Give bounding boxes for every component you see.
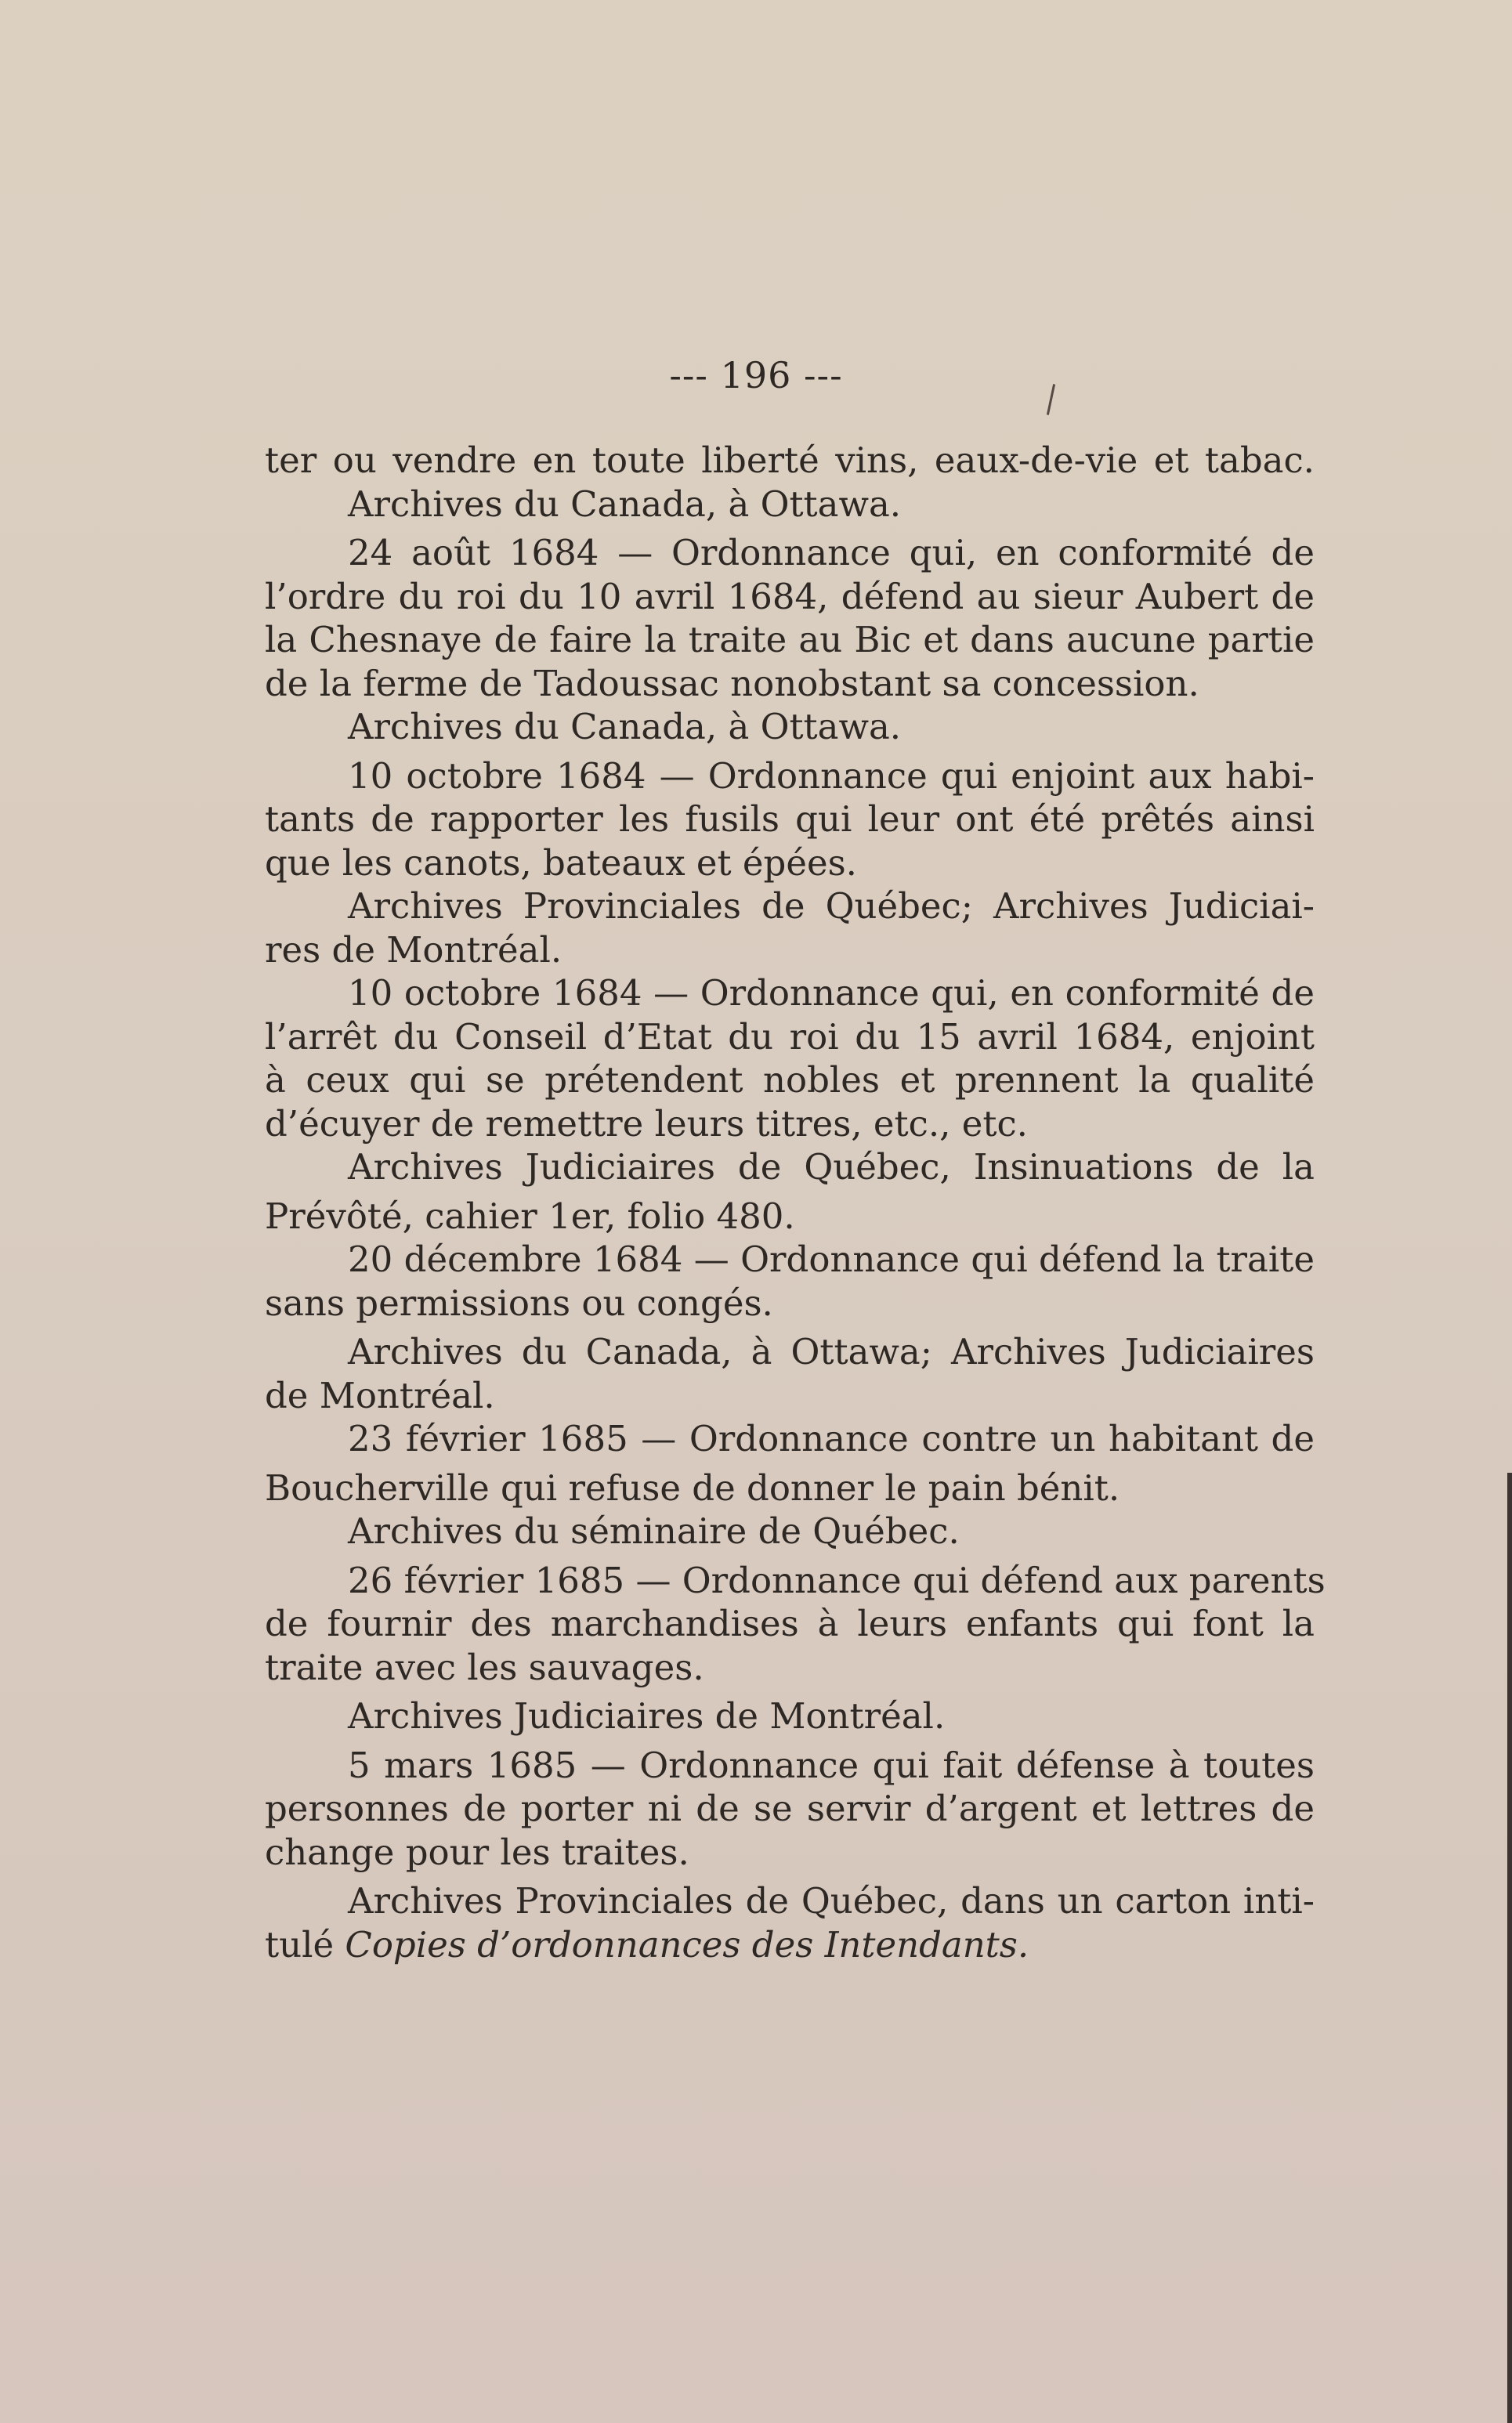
text-line: Prévôté, cahier 1er, folio 480. xyxy=(265,1195,795,1237)
text-line-final xyxy=(265,1923,1315,1967)
text-line: tants de rapporter les fusils qui leur ont été prêtés ainsi xyxy=(265,798,1315,840)
text-line: Archives du séminaire de Québec. xyxy=(348,1510,960,1552)
text-line: Archives Judiciaires de Québec, Insinuations de la xyxy=(348,1146,1315,1188)
text-line: de fournir des marchandises à leurs enfants qui font la xyxy=(265,1603,1315,1644)
final-line-lead: tulé xyxy=(265,1923,345,1966)
text-line: l’ordre du roi du 10 avril 1684, défend au sieur Aubert de xyxy=(265,575,1315,617)
text-line: Boucherville qui refuse de donner le pain bénit. xyxy=(265,1466,1120,1509)
line-gap xyxy=(265,1325,1315,1330)
page-edge-shadow xyxy=(1507,1473,1512,2423)
line-gap xyxy=(265,1189,1315,1195)
line-gap xyxy=(265,1738,1315,1744)
line-gap xyxy=(265,1461,1315,1466)
text-line: 26 février 1685 — Ordonnance qui défend aux parents xyxy=(348,1559,1326,1601)
body-text xyxy=(265,439,1326,1966)
line-gap xyxy=(265,749,1315,754)
text-line: l’arrêt du Conseil d’Etat du roi du 15 avril 1684, enjoint xyxy=(265,1015,1315,1058)
page-number: --- 196 --- xyxy=(669,354,843,396)
final-line-italic-title: Copies d’ordonnances des Intendants. xyxy=(345,1923,1029,1966)
text-line: la Chesnaye de faire la traite au Bic et dans aucune partie xyxy=(265,619,1315,660)
text-line: Archives Judiciaires de Montréal. xyxy=(348,1695,946,1737)
text-line: Archives du Canada, à Ottawa. xyxy=(348,706,902,747)
text-line: change pour les traites. xyxy=(265,1831,689,1873)
text-line: Archives du Canada, à Ottawa; Archives Judiciaires xyxy=(348,1331,1315,1372)
text-line: de la ferme de Tadoussac nonobstant sa concession. xyxy=(265,662,1199,704)
text-line: 24 août 1684 — Ordonnance qui, en conformité de xyxy=(348,532,1315,573)
line-gap xyxy=(265,1689,1315,1694)
text-line: traite avec les sauvages. xyxy=(265,1646,704,1688)
text-line: ter ou vendre en toute liberté vins, eaux-de-vie et tabac. xyxy=(265,439,1315,481)
text-line: 20 décembre 1684 — Ordonnance qui défend la traite xyxy=(348,1239,1315,1280)
text-line: sans permissions ou congés. xyxy=(265,1282,773,1324)
text-line: à ceux qui se prétendent nobles et prennent la qualité xyxy=(265,1059,1315,1101)
text-line: d’écuyer de remettre leurs titres, etc., etc. xyxy=(265,1102,1028,1145)
text-line: 10 octobre 1684 — Ordonnance qui enjoint aux habi- xyxy=(348,754,1315,797)
text-line: Archives Provinciales de Québec, dans un carton inti- xyxy=(348,1880,1315,1922)
text-line: personnes de porter ni de se servir d’argent et lettres de xyxy=(265,1788,1315,1829)
text-line: 23 février 1685 — Ordonnance contre un habitant de xyxy=(348,1418,1315,1459)
line-gap xyxy=(265,1874,1315,1879)
text-line: Archives Provinciales de Québec; Archives Judiciai- xyxy=(348,885,1315,927)
line-gap xyxy=(265,526,1315,531)
text-line: Archives du Canada, à Ottawa. xyxy=(348,483,902,525)
text-line: de Montréal. xyxy=(265,1374,495,1416)
text-line: que les canots, bateaux et épées. xyxy=(265,841,857,884)
line-gap xyxy=(265,1553,1315,1559)
text-line: 5 mars 1685 — Ordonnance qui fait défense à toutes xyxy=(348,1744,1315,1786)
text-line: 10 octobre 1684 — Ordonnance qui, en conformité de xyxy=(348,972,1315,1014)
text-line: res de Montréal. xyxy=(265,928,562,971)
